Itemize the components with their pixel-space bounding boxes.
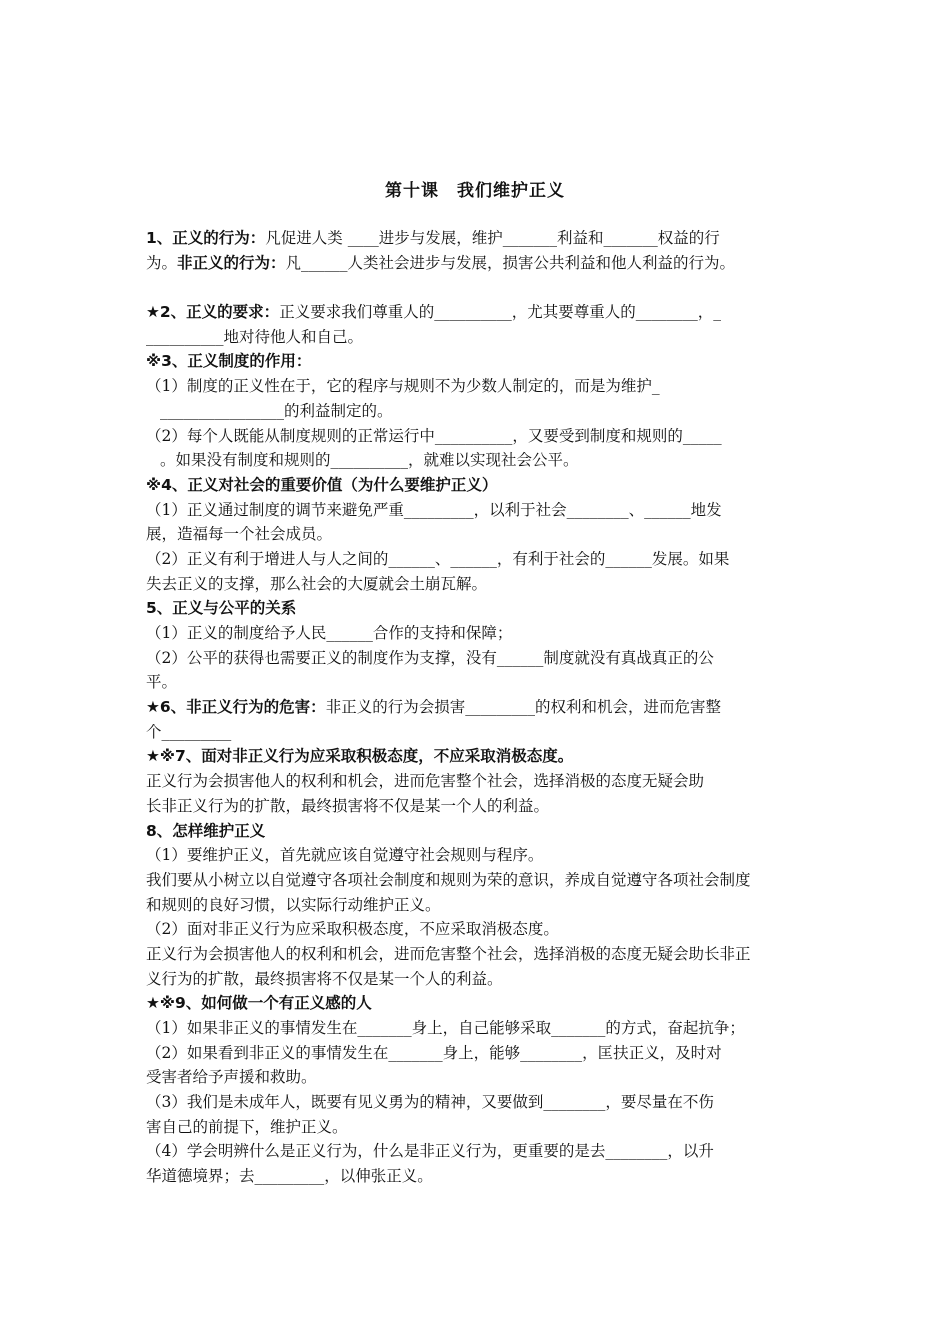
section-heading: 非正义的行为： — [177, 253, 286, 272]
text-segment: 。如果没有制度和规则的__________，就难以实现社会公平。 — [160, 451, 579, 470]
section-heading: ★※7、面对非正义行为应采取积极态度，不应采取消极态度。 — [146, 747, 574, 766]
text-segment: 凡促进人类 ____进步与发展，维护_______利益和_______权益的行 — [265, 229, 720, 247]
text-line — [146, 572, 821, 597]
text-segment: （1）正义的制度给予人民______合作的支持和保障； — [146, 624, 513, 642]
text-segment: 为。 — [146, 253, 178, 272]
text-segment: （2）如果看到非正义的事情发生在_______身上，能够________，匡扶正义，及时对 — [146, 1043, 722, 1062]
text-segment: 长非正义行为的扩散，最终损害将不仅是某一个人的利益。 — [146, 796, 550, 815]
text-segment: （2）公平的获得也需要正义的制度作为支撑，没有______制度就没有真战真正的公 — [146, 648, 714, 667]
text-segment: 我们要从小树立以自觉遵守各项社会制度和规则为荣的意识，养成自觉遵守各项社会制度 — [146, 870, 751, 889]
text-line — [146, 349, 821, 374]
text-line — [146, 1164, 821, 1189]
text-line — [146, 670, 821, 695]
text-line — [146, 374, 821, 399]
text-line — [146, 794, 821, 819]
text-line — [146, 596, 821, 621]
text-line — [146, 1139, 821, 1164]
text-segment: （1）制度的正义性在于，它的程序与规则不为少数人制定的，而是为维护_ — [146, 377, 660, 396]
text-line — [146, 473, 821, 498]
page-title: 第十课 我们维护正义 — [385, 181, 565, 201]
text-line — [146, 448, 821, 473]
text-segment: （3）我们是未成年人，既要有见义勇为的精神，又要做到________，要尽量在不伤 — [146, 1093, 714, 1112]
text-line — [146, 522, 821, 547]
text-line — [146, 300, 821, 325]
text-line — [146, 621, 821, 646]
text-line — [146, 967, 821, 992]
text-line — [146, 769, 821, 794]
text-segment: 非正义的行为会损害_________的权利和机会，进而危害整 — [325, 698, 721, 717]
text-line — [146, 1090, 821, 1115]
text-line — [146, 547, 821, 572]
text-line — [146, 399, 821, 424]
text-segment: 害自己的前提下，维护正义。 — [146, 1117, 348, 1136]
text-segment: 正义行为会损害他人的权利和机会，进而危害整个社会，选择消极的态度无疑会助长非正 — [146, 944, 751, 963]
section-heading: 5、正义与公平的关系 — [146, 599, 297, 618]
text-line — [146, 991, 821, 1016]
text-line — [146, 695, 821, 720]
text-segment: （1）要维护正义，首先就应该自觉遵守社会规则与程序。 — [146, 846, 544, 865]
text-line — [146, 720, 821, 745]
section-heading: ★6、非正义行为的危害： — [146, 698, 326, 717]
text-line — [146, 251, 821, 276]
text-segment: 义行为的扩散，最终损害将不仅是某一个人的利益。 — [146, 969, 503, 988]
section-heading: 1、正义的行为： — [146, 229, 266, 247]
section-heading: ※4、正义对社会的重要价值（为什么要维护正义） — [146, 475, 498, 494]
text-segment: 展，造福每一个社会成员。 — [146, 525, 333, 544]
text-line — [146, 226, 821, 251]
text-line — [146, 1065, 821, 1090]
blank-line — [146, 275, 821, 300]
section-heading: 8、怎样维护正义 — [146, 821, 266, 840]
text-segment: 凡______人类社会进步与发展，损害公共利益和他人利益的行为。 — [285, 253, 736, 272]
worksheet-body — [146, 226, 821, 1189]
text-line — [146, 325, 821, 350]
text-segment: 和规则的良好习惯，以实际行动维护正义。 — [146, 895, 441, 914]
text-segment: 失去正义的支撑，那么社会的大厦就会土崩瓦解。 — [146, 574, 488, 593]
text-segment: 华道德境界；去_________，以伸张正义。 — [146, 1167, 433, 1186]
text-line — [146, 646, 821, 671]
text-line — [146, 424, 821, 449]
text-line — [146, 1115, 821, 1140]
text-line — [146, 942, 821, 967]
text-line — [146, 1016, 821, 1041]
text-segment: 平。 — [146, 673, 178, 692]
text-segment: 受害者给予声援和救助。 — [146, 1068, 317, 1087]
text-segment: （2）正义有利于增进人与人之间的______、______，有利于社会的______发展。如果 — [146, 549, 730, 568]
text-segment: （4）学会明辨什么是正义行为，什么是非正义行为，更重要的是去________，以升 — [146, 1142, 714, 1161]
text-line — [146, 1041, 821, 1066]
text-segment: （2）面对非正义行为应采取积极态度，不应采取消极态度。 — [146, 920, 559, 939]
text-segment: ________________的利益制定的。 — [160, 401, 393, 420]
text-segment: 个_________ — [146, 722, 232, 741]
text-line — [146, 498, 821, 523]
text-segment: 正义要求我们尊重人的__________，尤其要尊重人的________，_ — [279, 303, 721, 322]
text-line — [146, 868, 821, 893]
text-segment: （2）每个人既能从制度规则的正常运行中__________，又要受到制度和规则的_____ — [146, 426, 722, 445]
text-segment: __________地对待他人和自己。 — [146, 327, 364, 346]
text-segment: 正义行为会损害他人的权利和机会，进而危害整个社会，选择消极的态度无疑会助 — [146, 772, 705, 791]
section-heading: ※3、正义制度的作用： — [146, 352, 312, 371]
section-heading: ★※9、如何做一个有正义感的人 — [146, 994, 372, 1013]
text-segment: （1）正义通过制度的调节来避免严重_________，以利于社会________、______地发 — [146, 500, 722, 519]
text-line — [146, 843, 821, 868]
text-segment: （1）如果非正义的事情发生在_______身上，自己能够采取_______的方式，奋起抗争； — [146, 1019, 745, 1037]
section-heading: ★2、正义的要求： — [146, 303, 280, 322]
text-line — [146, 819, 821, 844]
text-line — [146, 893, 821, 918]
text-line — [146, 917, 821, 942]
text-line — [146, 744, 821, 769]
